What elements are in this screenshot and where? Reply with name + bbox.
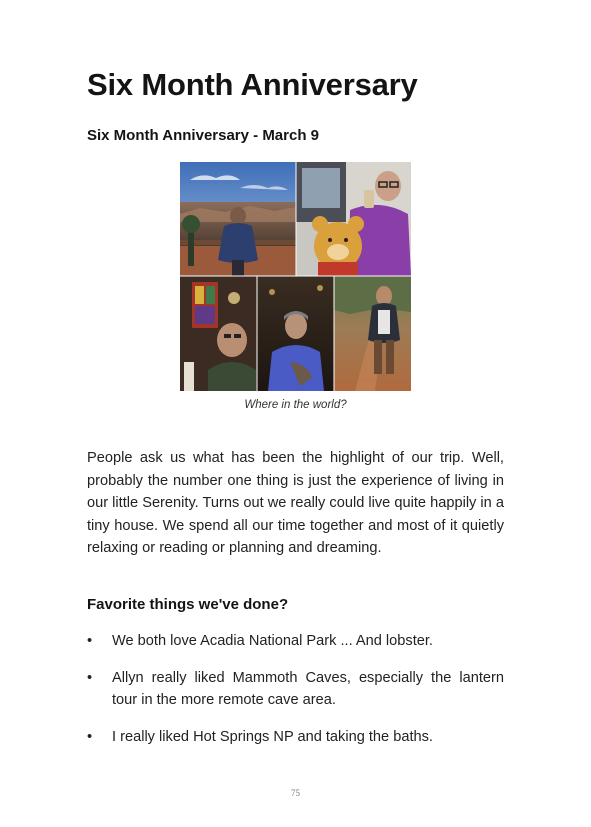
favorites-list xyxy=(87,630,504,762)
night-portrait-photo xyxy=(257,276,334,391)
list-item-text: I really liked Hot Springs NP and taking the baths. xyxy=(112,728,433,745)
bullet-icon: • xyxy=(87,633,93,649)
figure-caption: Where in the world? xyxy=(244,399,347,411)
canyon-overlook-photo xyxy=(180,162,296,276)
list-item xyxy=(87,630,504,653)
list-item xyxy=(87,726,504,749)
bullet-icon: • xyxy=(87,728,93,745)
body-paragraph: People ask us what has been the highlight of our trip. Well, probably the number one thing is just the experience of living in our little Serenity. Turns out we really could live quite happily in a tiny house. We spend all our time together and most of it quietly relaxing or reading or planning and dreaming. xyxy=(87,450,504,556)
bullet-icon: • xyxy=(87,669,93,686)
entry-subtitle: Six Month Anniversary - March 9 xyxy=(87,127,320,144)
photo-collage xyxy=(180,162,411,391)
restaurant-portrait-photo xyxy=(180,276,257,391)
list-item-text: We both love Acadia National Park ... And lobster. xyxy=(112,633,433,649)
list-item xyxy=(87,667,504,712)
page-number: 75 xyxy=(291,788,300,798)
trail-hiker-photo xyxy=(334,276,411,391)
page-title: Six Month Anniversary xyxy=(87,67,418,102)
teddy-bear-selfie-photo xyxy=(296,162,411,276)
list-item-text: Allyn really liked Mammoth Caves, especially the lantern tour in the more remote cave area. xyxy=(112,669,504,708)
section-heading: Favorite things we've done? xyxy=(87,596,289,613)
